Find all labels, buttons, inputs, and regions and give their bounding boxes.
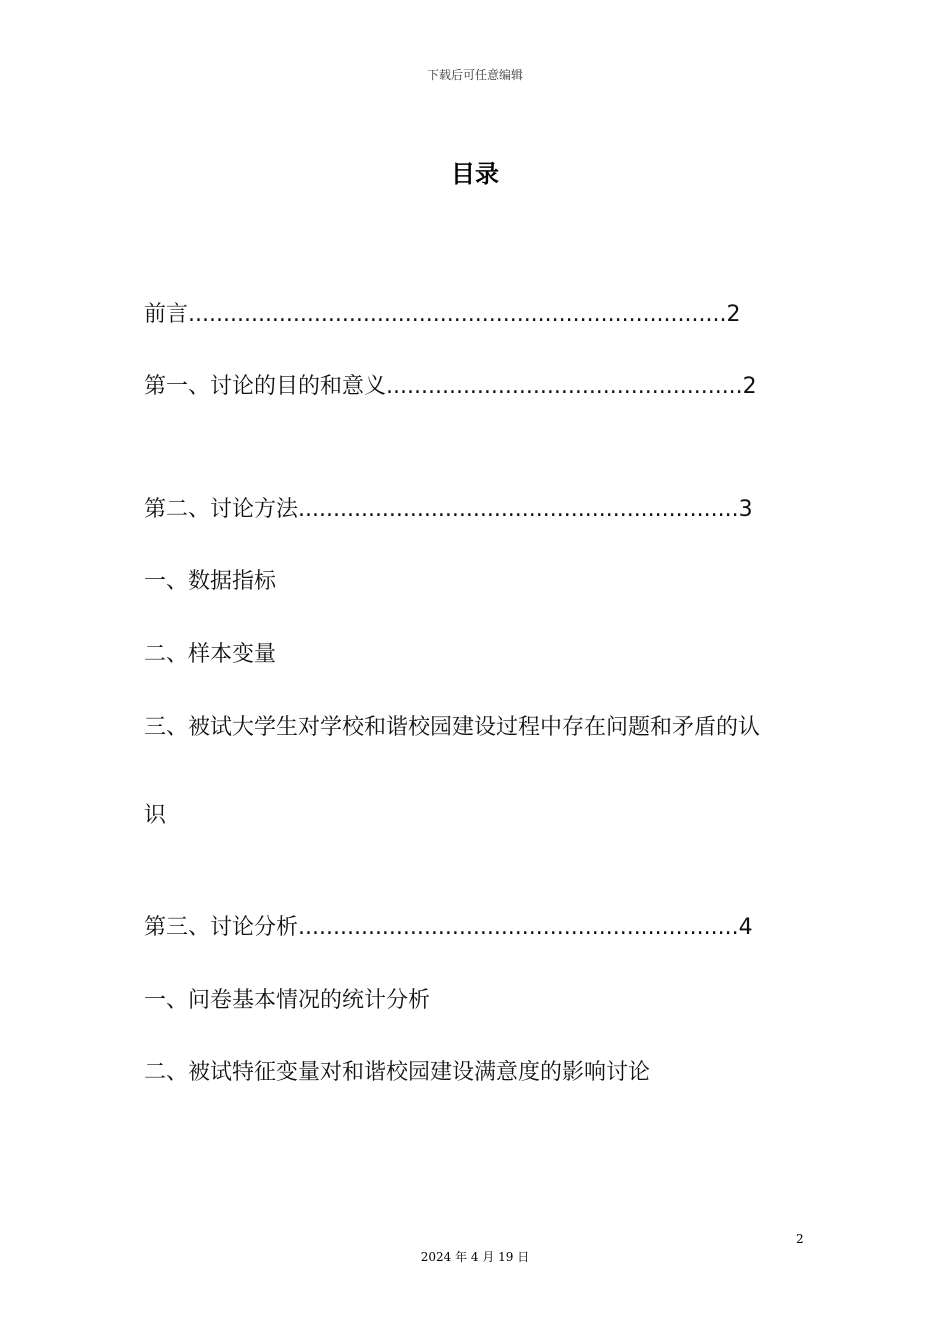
toc-subentry-student-perception-continued[interactable]: 识 xyxy=(144,803,167,828)
toc-leader-dots: ............................................................... xyxy=(298,915,739,940)
toc-page-number: 2 xyxy=(742,374,757,399)
toc-subentry-sample-variables[interactable]: 二、样本变量 xyxy=(144,642,277,667)
page-header: 下载后可任意编辑 xyxy=(426,68,523,82)
toc-subentry-data-indicators[interactable]: 一、数据指标 xyxy=(144,569,277,594)
toc-subentry-student-perception[interactable]: 三、被试大学生对学校和谐校园建设过程中存在问题和矛盾的认 xyxy=(144,715,761,740)
toc-page-number: 3 xyxy=(738,497,753,522)
toc-subentry-questionnaire-stats[interactable]: 一、问卷基本情况的统计分析 xyxy=(144,988,431,1013)
page-footer-date: 2024 年 4 月 19 日 xyxy=(420,1250,530,1264)
page-number: 2 xyxy=(796,1232,804,1246)
toc-leader-dots: ................................................... xyxy=(386,374,743,399)
toc-entry-label: 前言 xyxy=(144,302,189,327)
toc-entry-label: 第一、讨论的目的和意义 xyxy=(144,374,387,399)
toc-leader-dots: ............................................................... xyxy=(298,497,739,522)
toc-entry-preface[interactable] xyxy=(144,300,741,330)
toc-entry-chapter-1[interactable] xyxy=(144,372,757,402)
toc-entry-label: 第三、讨论分析 xyxy=(144,915,299,940)
toc-subentry-feature-variables[interactable]: 二、被试特征变量对和谐校园建设满意度的影响讨论 xyxy=(144,1060,651,1085)
toc-entry-label: 第二、讨论方法 xyxy=(144,497,299,522)
toc-leader-dots: ............................................................................. xyxy=(188,302,727,327)
toc-entry-chapter-3[interactable] xyxy=(144,913,753,943)
toc-title: 目录 xyxy=(451,160,499,188)
toc-page-number: 4 xyxy=(738,915,753,940)
toc-entry-chapter-2[interactable] xyxy=(144,495,753,525)
toc-page-number: 2 xyxy=(726,302,741,327)
